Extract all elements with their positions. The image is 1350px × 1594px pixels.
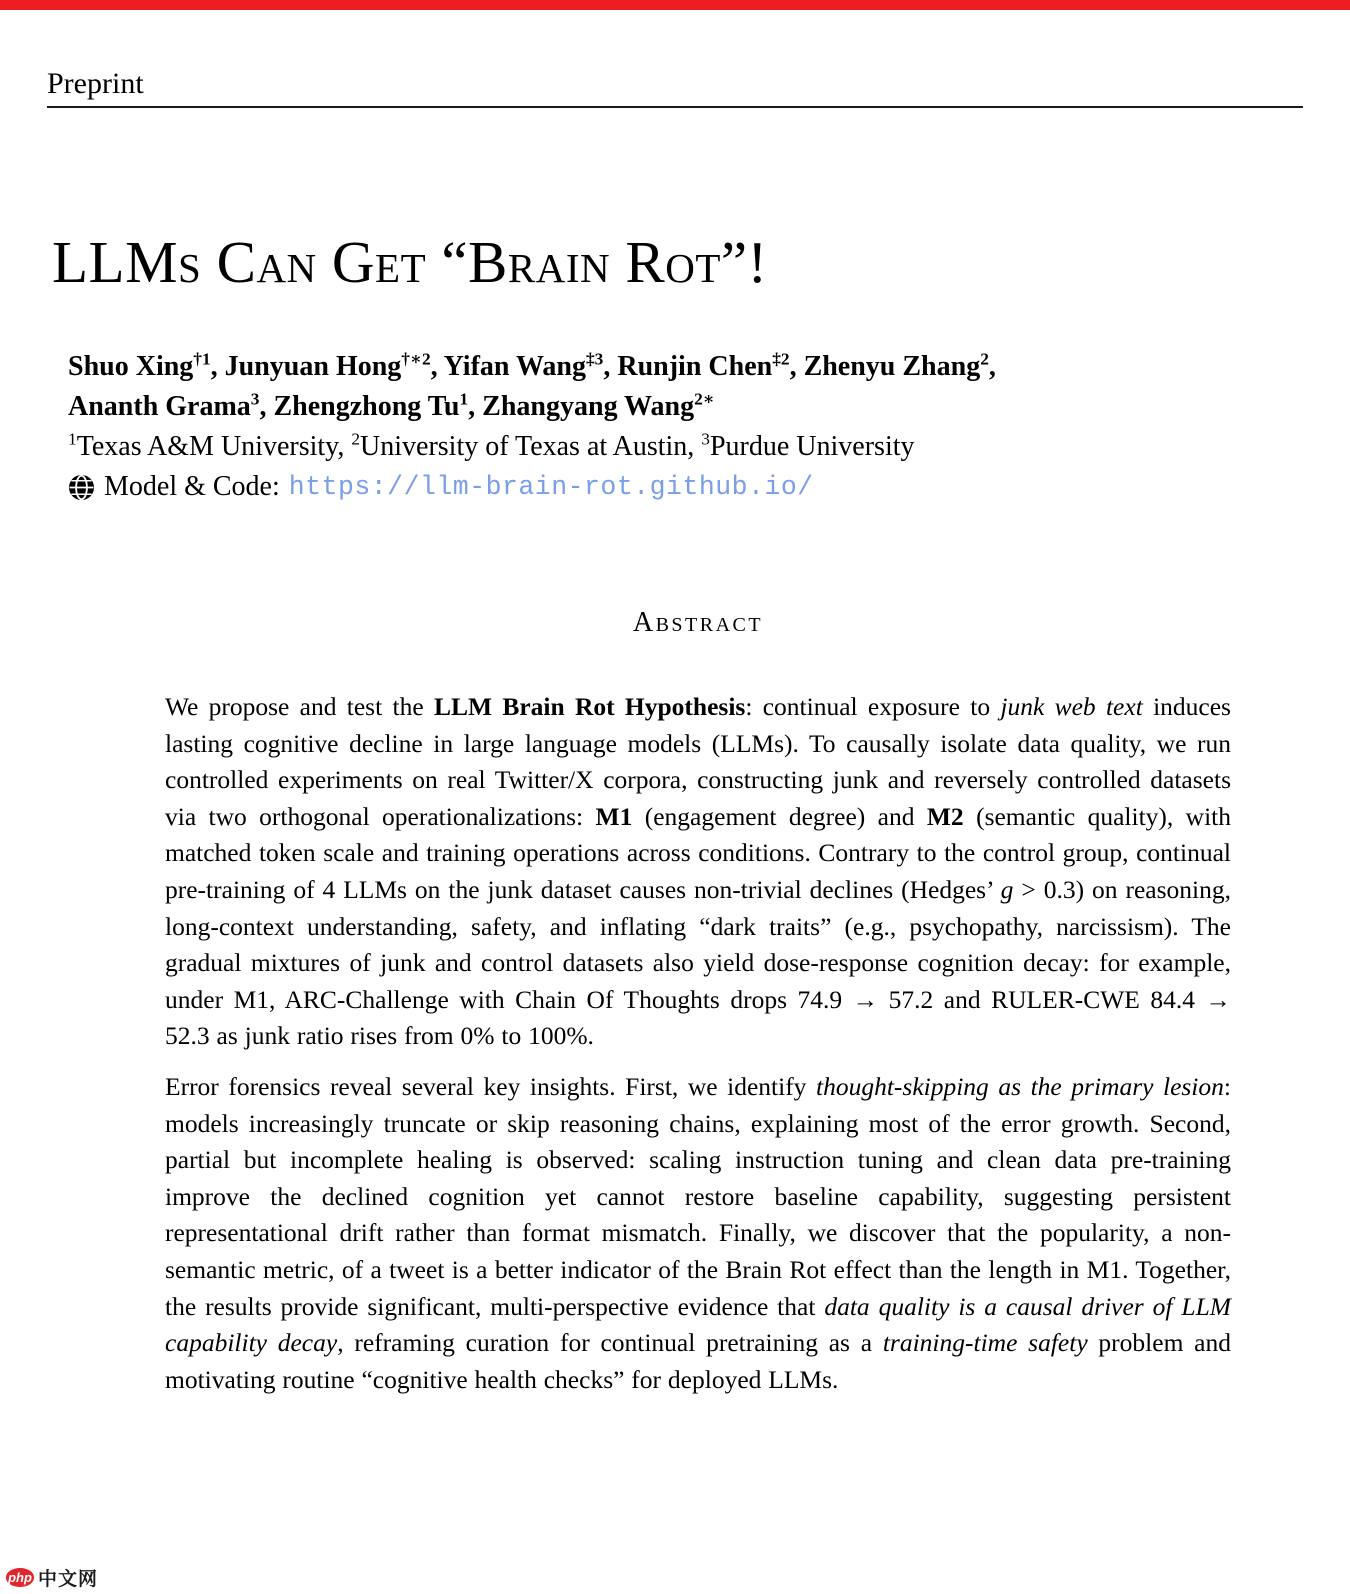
globe-icon <box>68 474 95 501</box>
php-logo-badge: php <box>6 1568 34 1587</box>
top-accent-bar <box>0 0 1350 10</box>
abstract-paragraph-1: We propose and test the LLM Brain Rot Hypothesis: continual exposure to junk web text induces lasting cognitive decline in large language models (LLMs). To causally isolate data quality, we run controlled experiments on real Twitter/X corpora, constructing junk and reversely controlled datasets via two orthogonal operationalizations: M1 (engagement degree) and M2 (semantic quality), with matched token scale and training operations across conditions. Contrary to the control group, continual pre-training of 4 LLMs on the junk dataset causes non-trivial declines (Hedges’ g > 0.3) on reasoning, long-context understanding, safety, and inflating “dark traits” (e.g., psychopathy, narcissism). The gradual mixtures of junk and control datasets also yield dose-response cognition decay: for example, under M1, ARC-Challenge with Chain Of Thoughts drops 74.9 → 57.2 and RULER-CWE 84.4 → 52.3 as junk ratio rises from 0% to 100%. <box>165 692 1232 1051</box>
model-code-link[interactable]: https://llm-brain-rot.github.io/ <box>288 472 814 502</box>
preprint-label: Preprint <box>47 67 144 100</box>
model-code-label: Model & Code: <box>104 471 280 502</box>
abstract-paragraph-2: Error forensics reveal several key insights. First, we identify thought-skipping as the primary lesion: models increasingly truncate or skip reasoning chains, explaining most of the error growth. Second, partial but incomplete healing is observed: scaling instruction tuning and clean data pre-training improve the declined cognition yet cannot restore baseline capability, suggesting persistent representational drift rather than format mismatch. Finally, we discover that the popularity, a non-semantic metric, of a tweet is a better indicator of the Brain Rot effect than the length in M1. Together, the results provide significant, multi-perspective evidence that data quality is a causal driver of LLM capability decay, reframing curation for continual pretraining as a training-time safety problem and motivating routine “cognitive health checks” for deployed LLMs. <box>165 1071 1232 1394</box>
running-header <box>47 67 1303 108</box>
abstract-heading: Abstract <box>632 607 764 638</box>
author-block <box>68 347 1303 507</box>
author-line-1: Shuo Xing$^{\dagger 1}$, Junyuan Hong$^{\dagger∗2}$, Yifan Wang$^{\ddagger 3}$, Runjin Chen$^{\ddagger 2}$, Zhenyu Zhang$^2$, <box>68 349 996 382</box>
paper-title: LLMs Can Get “Brain Rot”! <box>52 229 768 295</box>
author-line-2: Ananth Grama$^3$, Zhengzhong Tu$^1$, Zhangyang Wang$^{2∗}$ <box>68 389 715 422</box>
affiliation-line: $^1$Texas A&M University, $^2$University of Texas at Austin, $^3$Purdue University <box>68 429 915 462</box>
watermark-site-name: 中文网 <box>38 1569 99 1590</box>
abstract-body <box>165 689 1231 1398</box>
watermark <box>6 1564 98 1591</box>
abstract-section <box>165 607 1231 1398</box>
resource-line <box>68 467 1303 507</box>
